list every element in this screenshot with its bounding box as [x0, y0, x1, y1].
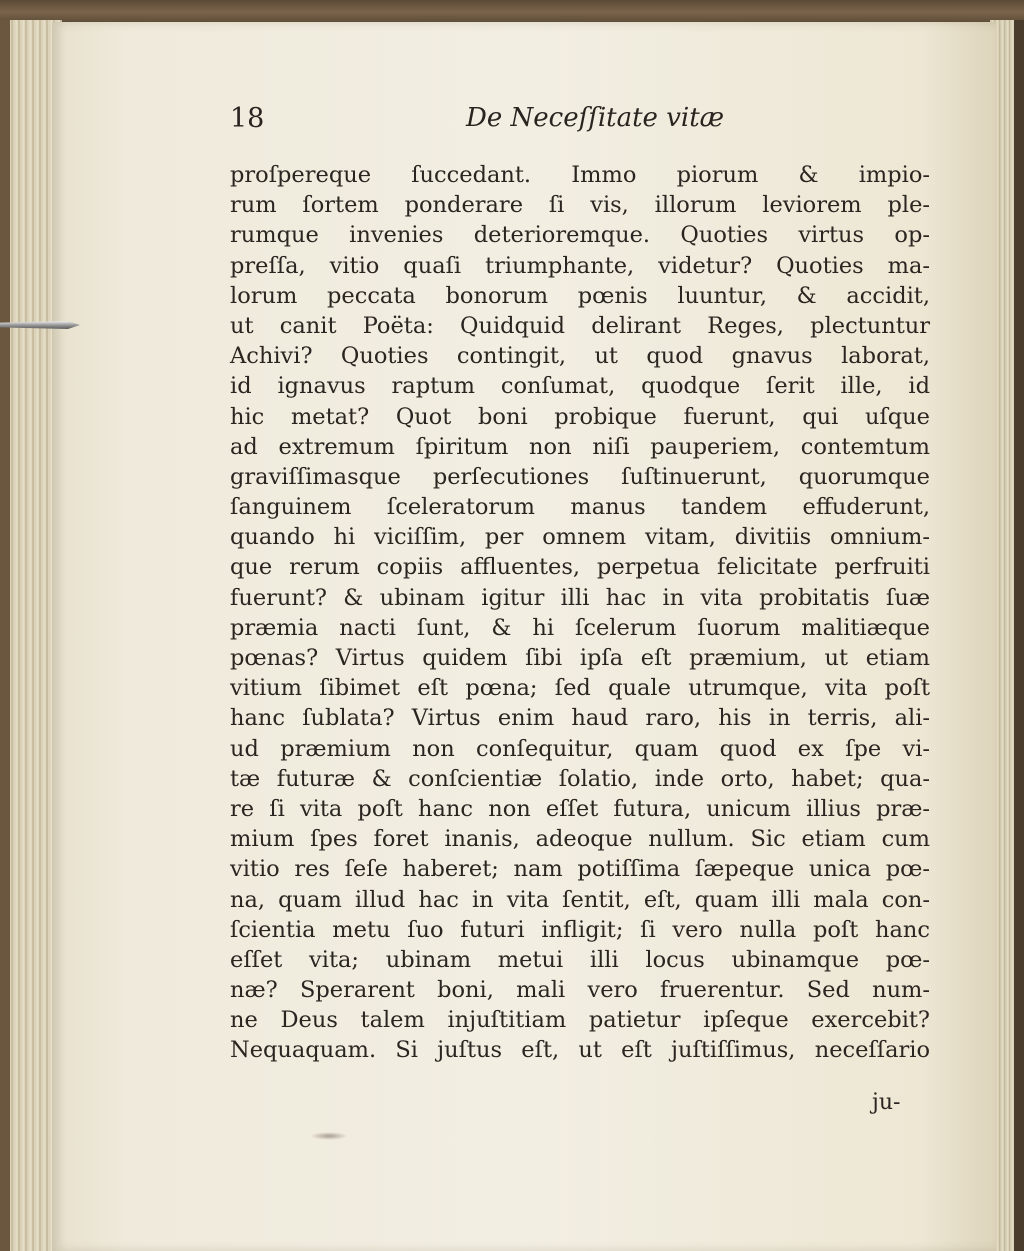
page-number: 18: [230, 103, 265, 134]
text-line: id ignavus raptum conſumat, quodque ſerit ille, id: [230, 373, 930, 400]
text-line: mium ſpes foret inanis, adeoque nullum. Sic etiam cum: [230, 826, 930, 853]
text-line: vitio res ſeſe haberet; nam potiſſima ſæpeque unica pœ-: [230, 856, 930, 883]
text-line: ut canit Poëta: Quidquid delirant Reges, plectuntur: [230, 312, 930, 339]
text-line: præmia nacti ſunt, & hi ſcelerum ſuorum malitiæque: [230, 614, 930, 641]
text-line: ud præmium non conſequitur, quam quod ex ſpe vi-: [230, 735, 930, 762]
text-line: rumque invenies deterioremque. Quoties virtus op-: [230, 222, 930, 249]
catchword: ju-: [872, 1090, 901, 1115]
text-line: preſſa, vitio quaſi triumphante, videtur? Quoties ma-: [230, 252, 930, 279]
text-line: proſpereque ſuccedant. Immo piorum & impio-: [230, 162, 930, 188]
text-line: ſanguinem ſceleratorum manus tandem effuderunt,: [230, 494, 930, 521]
running-title: De Neceſſitate vitæ: [466, 103, 725, 133]
text-line: eſſet vita; ubinam metui illi locus ubinamque pœ-: [230, 946, 930, 973]
text-line: hanc ſublata? Virtus enim haud raro, his in terris, ali-: [230, 705, 930, 732]
text-line: que rerum copiis affluentes, perpetua felicitate perfruiti: [230, 554, 930, 581]
ink-smudge: [310, 1132, 348, 1140]
text-line: graviſſimasque perſecutiones ſuſtinuerunt, quorumque: [230, 463, 930, 490]
text-line: næ? Sperarent boni, mali vero fruerentur. Sed num-: [230, 977, 930, 1004]
text-line: ſcientia metu ſuo futuri infligit; ſi vero nulla poſt hanc: [230, 916, 930, 943]
text-line: ad extremum ſpiritum non niſi pauperiem, contemtum: [230, 433, 930, 460]
body-text: [230, 160, 930, 1066]
text-line: vitium ſibimet eſt pœna; ſed quale utrumque, vita poſt: [230, 675, 930, 702]
text-line: lorum peccata bonorum pœnis luuntur, & accidit,: [230, 282, 930, 309]
text-line: tæ futuræ & conſcientiæ ſolatio, inde orto, habet; qua-: [230, 765, 930, 792]
text-line: rum ſortem ponderare ſi vis, illorum leviorem ple-: [230, 192, 930, 219]
text-line: Nequaquam. Si juſtus eſt, ut eſt juſtiſſimus, neceſſario: [230, 1037, 930, 1064]
text-line: ne Deus talem injuſtitiam patietur ipſeque exercebit?: [230, 1007, 930, 1034]
text-line: Achivi? Quoties contingit, ut quod gnavus laborat,: [230, 343, 930, 370]
text-line: pœnas? Virtus quidem ſibi ipſa eſt præmium, ut etiam: [230, 645, 930, 671]
text-line: quando hi viciſſim, per omnem vitam, divitiis omnium-: [230, 524, 930, 551]
text-line: hic metat? Quot boni probique fuerunt, qui uſque: [230, 403, 930, 430]
text-line: na, quam illud hac in vita ſentit, eſt, quam illi mala con-: [230, 886, 930, 913]
page-header: [230, 103, 930, 143]
text-line: re ſi vita poſt hanc non eſſet futura, unicum illius præ-: [230, 795, 930, 822]
text-line: fuerunt? & ubinam igitur illi hac in vita probitatis ſuæ: [230, 584, 930, 611]
